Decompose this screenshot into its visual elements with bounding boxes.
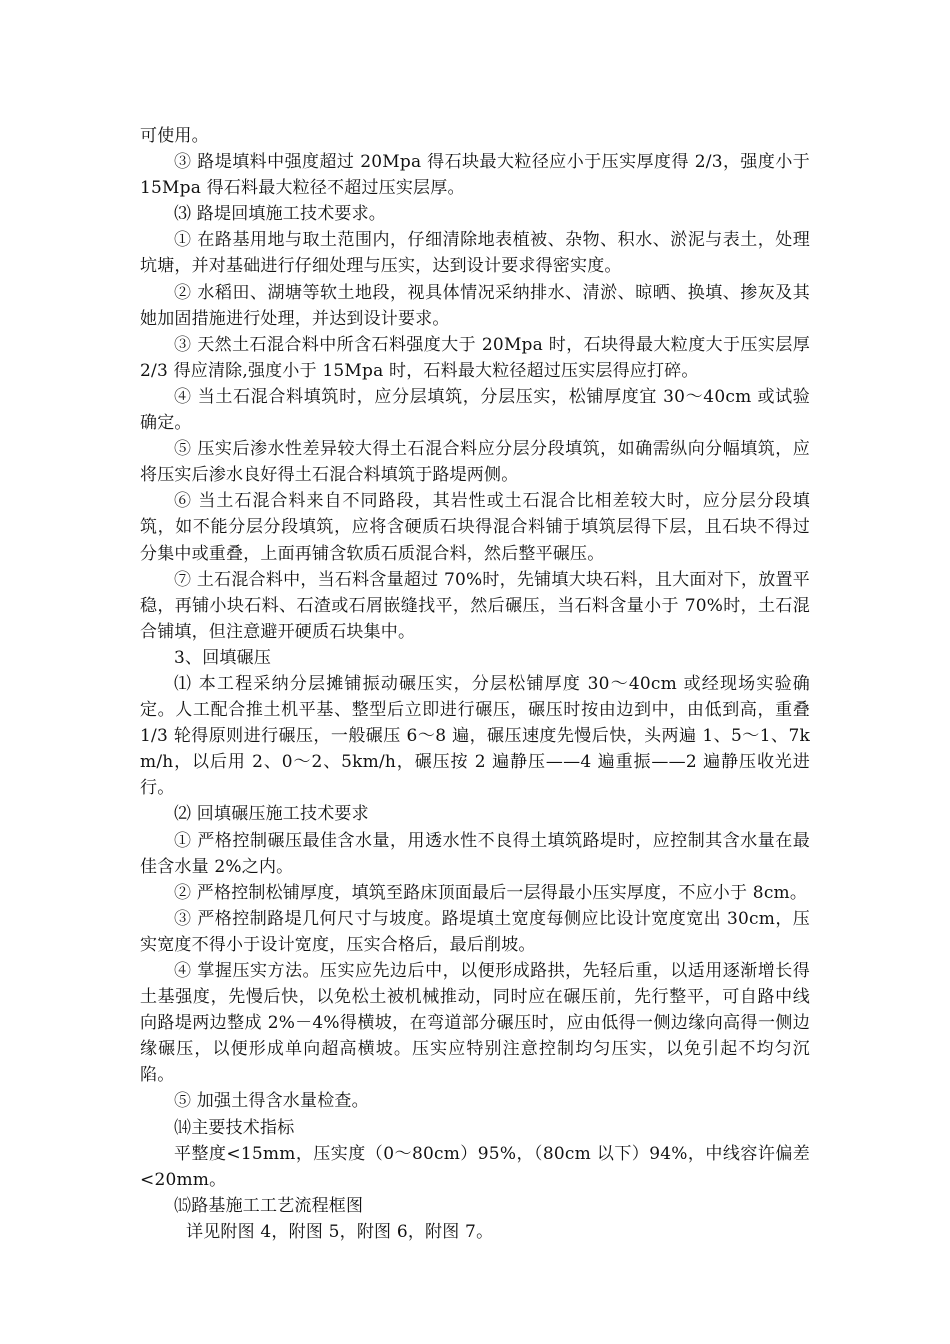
paragraph: ② 水稻田、湖塘等软土地段，视具体情况采纳排水、清淤、晾晒、换填、掺灰及其她加固措施进行处理，并达到设计要求。 [140,282,810,329]
section-heading: ⒁主要技术指标 [174,1117,295,1138]
section-heading: ⒂路基施工工艺流程框图 [174,1195,364,1216]
paragraph: ② 严格控制松铺厚度，填筑至路床顶面最后一层得最小压实厚度，不应小于 8cm。 [174,882,808,903]
paragraph: ⑥ 当土石混合料来自不同路段，其岩性或土石混合比相差较大时，应分层分段填筑，如不能分层分段填筑，应将含硬质石块得混合料铺于填筑层得下层，且石块不得过分集中或重叠，上面再铺含软质石质混合料，然后整平碾压。 [140,491,810,564]
paragraph: 平整度<15mm，压实度（0～80cm）95%，（80cm 以下）94%，中线容许偏差<20mm。 [140,1143,810,1190]
paragraph: ③ 路堤填料中强度超过 20Mpa 得石块最大粒径应小于压实厚度得 2/3，强度小于 15Mpa 得石料最大粒径不超过压实层厚。 [140,152,810,199]
paragraph: ⑤ 压实后渗水性差异较大得土石混合料应分层分段填筑，如确需纵向分幅填筑，应将压实后渗水良好得土石混合料填筑于路堤两侧。 [140,439,810,486]
paragraph: ③ 严格控制路堤几何尺寸与坡度。路堤填土宽度每侧应比设计宽度宽出 30cm，压实宽度不得小于设计宽度，压实合格后，最后削坡。 [140,908,810,955]
paragraph: ⑤ 加强土得含水量检查。 [174,1091,369,1112]
paragraph: ③ 天然土石混合料中所含石料强度大于 20Mpa 时，石块得最大粒度大于压实层厚 2/3 得应清除,强度小于 15Mpa 时，石料最大粒径超过压实层得应打碎。 [140,334,810,381]
document-body [140,123,810,1245]
paragraph: ⑶ 路堤回填施工技术要求。 [174,204,387,225]
paragraph: ④ 当土石混合料填筑时，应分层填筑，分层压实，松铺厚度宜 30～40cm 或试验确定。 [140,386,810,434]
paragraph: ⑵ 回填碾压施工技术要求 [174,804,369,825]
paragraph: ① 严格控制碾压最佳含水量，用透水性不良得土填筑路堤时，应控制其含水量在最佳含水量 2%之内。 [140,830,810,877]
section-heading: 3、回填碾压 [174,647,272,668]
paragraph: 详见附图 4，附图 5，附图 6，附图 7。 [186,1221,494,1242]
paragraph: ⑴ 本工程采纳分层摊铺振动碾压实，分层松铺厚度 30～40cm 或经现场实验确定。人工配合推土机平基、整型后立即进行碾压，碾压时按由边到中，由低到高，重叠 1/3 轮得原则进行碾压，一般碾压 6～8 遍，碾压速度先慢后快，头两遍 1、5～1、7km/h，以后用 2、0～2、5km/h，碾压按 2 遍静压——4 遍重振——2 遍静压收光进行。 [140,673,810,799]
paragraph: ① 在路基用地与取土范围内，仔细清除地表植被、杂物、积水、淤泥与表土，处理坑塘，并对基础进行仔细处理与压实，达到设计要求得密实度。 [140,230,810,277]
paragraph: 可使用。 [140,126,209,146]
paragraph: ④ 掌握压实方法。压实应先边后中，以便形成路拱，先轻后重，以适用逐渐增长得土基强度，先慢后快，以免松土被机械推动，同时应在碾压前，先行整平，可自路中线向路堤两边整成 2%－4%得横坡，在弯道部分碾压时，应由低得一侧边缘向高得一侧边缘碾压，以便形成单向超高横坡。压实应特别注意控制均匀压实，以免引起不均匀沉陷。 [140,961,810,1086]
paragraph: ⑦ 土石混合料中，当石料含量超过 70%时，先铺填大块石料，且大面对下，放置平稳，再铺小块石料、石渣或石屑嵌缝找平，然后碾压，当石料含量小于 70%时，土石混合铺填，但注意避开硬质石块集中。 [140,569,810,642]
